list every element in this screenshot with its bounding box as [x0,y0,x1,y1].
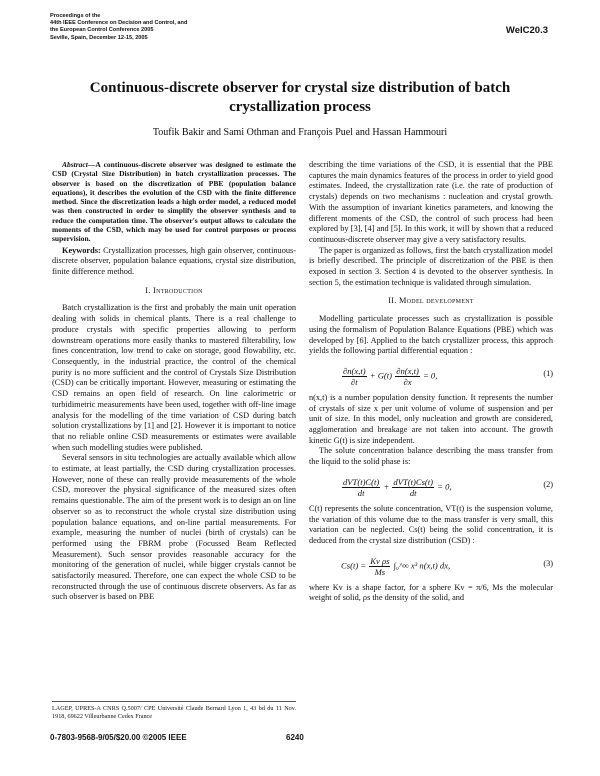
numerator: dVT(t)C(t) [343,476,380,487]
equation-rhs: = 0, [437,481,452,492]
equation-number: (3) [543,558,553,568]
equation-lhs: Cs(t) = [341,560,367,571]
keywords-label: Keywords: [62,245,101,255]
equation-rhs: = 0, [422,370,438,381]
equation-number: (2) [543,479,553,489]
denominator: dt [409,487,417,498]
section-heading-model [309,296,553,307]
isbn-footer: 0-7803-9568-9/05/$20.00 ©2005 IEEE [50,733,187,742]
section-title: Model development [399,296,474,306]
fraction [342,477,380,498]
paper-authors: Toufik Bakir and Sami Othman and François Puel and Hassan Hammouri [152,127,448,138]
session-code: WeIC20.3 [505,25,548,36]
denominator: ∂x [403,376,412,387]
model-paragraph-4: C(t) represents the solute concentration, VT(t) is the suspension volume, the variation of this volume due to the mass transfer is very small, this variation can be neglected. Cs(t) being the solid concentration, it is deduced from the crystal size distribution (CSD) : [309,503,553,545]
equation-term: + [383,481,390,492]
model-paragraph-5: where Kv is a shape factor, for a sphere Kv = π/6, Ms the molecular weight of solid, ρs the density of the solid, and [309,582,553,603]
denominator: Ms [374,566,386,577]
paper-title: Continuous-discrete observer for crystal size distribution of batch crystallization process [89,80,511,115]
intro-paragraph-1: Batch crystallization is the first and probably the main unit operation dealing with solids in chemical plants. There is a real challenge to produce crystals with specific properties allowing to perform downstream operations more easily thanks to mastered filterability, low fines concentration, low trend to cake on storage, good flowability, etc. Consequently, in the industrial practice, the control of the chemical purity is no more sufficient and the control of Crystals Size Distribution (CSD) can be critically important. However, measuring or estimating the CSD remains an open field of research. On line calorimetric or turbidimetric measurements have been used, together with off-line image analysis for the modelling of the time variation of CSD during batch solution crystallizations by [1] and [2]. However it is important to notice that no reliable online CSD measurements or estimates were available when such modelling studies were published. [52,303,296,452]
fraction [395,366,420,387]
keywords [52,246,296,278]
section-number: II. [388,296,397,306]
proceedings-line: Proceedings of the [50,13,101,19]
model-paragraph-2: n(x,t) is a number population density function. It represents the number of crystals of size x per unit volume of volume of suspension and per unit of size. In this model, only nucleation and growth are considered, agglomeration and breakage are not taken into account. The growth kinetic G(t) is size independent. [309,392,553,445]
page-number: 6240 [286,733,304,742]
numerator: ∂n(x,t) [396,365,419,376]
affiliation-footnote: LAGEP, UPRES-A CNRS Q.5007/ CPE Université Claude Bernard Lyon 1, 43 bd du 11 Nov. 1918, 69622 Villeurbanne Cedex France [52,701,296,721]
abstract-text: A continuous-discrete observer was designed to estimate the CSD (Crystal Size Distribution) in batch crystallization processes. The observer is based on the discretization of PBE (population balance equations), it describes the evolution of the CSD with the finite difference method. Since the discretization leads a high order model, a reduced model was then constructed in order to simplify the observer synthesis and to reduce the computation time. The observer's output allows to calculate the moments of the CSD, which may be used for control purposes or process supervision. [52,160,296,244]
equation-1 [309,363,553,387]
proceedings-line: 44th IEEE Conference on Decision and Control, and [50,20,188,27]
denominator: ∂t [350,376,358,387]
numerator: ∂n(x,t) [343,365,366,376]
left-column [52,160,296,603]
abstract-lead: Abstract— [62,160,96,169]
model-paragraph-3: The solute concentration balance describing the mass transfer from the liquid to the solid phase is: [309,446,553,467]
numerator: Kv ρs [370,555,390,566]
equation-integral: ∫₀^∞ x³ n(x,t) dx, [393,560,451,571]
model-paragraph-1: Modelling particulate processes such as crystallization is possible using the formalism of Population Balance Equations (PBE) which was developed by [6]. Applied to the batch crystallizer process, this approch yields the following partial differential equation : [309,314,553,356]
proceedings-line: Seville, Spain, December 12-15, 2005 [50,34,148,41]
intro-paragraph-2: Several sensors in situ technologies are actually available which allow to estimate, at least partially, the CSD during crystallization processes. However, none of these can really provide measurements of the whole CSD, moreover the physical significance of the measured sizes often remains questionable. The aim of the present work is to design an on line observer so as to reconstruct the whole crystal size distribution using population balance equations, and on-line partial measurements. For example, measuring the number of nuclei (birth of crystals) can be performed using the FBRM probe (Focussed Beam Reflected Measurement). Such sensor provides reasonable accuracy for the monitoring of the generation of nuclei, while bigger crystals cannot be satisfactorily measured. Therefore, one can expect the whole CSD to be reconstructed through the use of continuous discrete observers. As far as such observer is based on PBE [52,453,296,602]
denominator: dt [357,487,365,498]
section-number: I. [145,285,151,295]
proceedings-header [50,13,310,42]
proceedings-line: the European Control Conference 2005 [50,27,154,34]
abstract [52,160,296,244]
fraction [342,366,367,387]
equation-number: (1) [543,368,553,378]
equation-3 [309,553,553,577]
right-paragraph-1: describing the time variations of the CSD, it is essential that the PBE captures the main dynamics features of the process in order to yield good estimates. Indeed, the crystallization rate (i.e. the rate of production of crystals) depends on two mechanisms : nucleation and crystal growth. With the assumption of invariant kinetics parameters, and knowing the different moments of the CSD, the control of such process had been explored by [3], [4] and [5]. In this work, it will by shown that a reduced continuous-discrete observer may give a very satisfactory results. [309,160,553,244]
section-title: Introduction [153,285,203,295]
equation-term: + G(t) [369,370,393,381]
right-paragraph-2: The paper is organized as follows, first the batch crystallization model is briefly described. The principle of discretization of the PBE is then exposed in section 3. Section 4 is devoted to the observer synthesis. In section 5, the estimation technique is validated through simulation. [309,245,553,287]
right-column [309,160,553,604]
fraction [392,477,434,498]
fraction [369,556,390,577]
keywords-text: Crystallization processes, high gain observer, continuous-discrete observer, population balance equations, crystal size distribution, finite difference method. [52,245,296,277]
numerator: dVT(t)Cs(t) [393,476,434,487]
equation-2 [309,474,553,498]
section-heading-introduction [52,286,296,297]
